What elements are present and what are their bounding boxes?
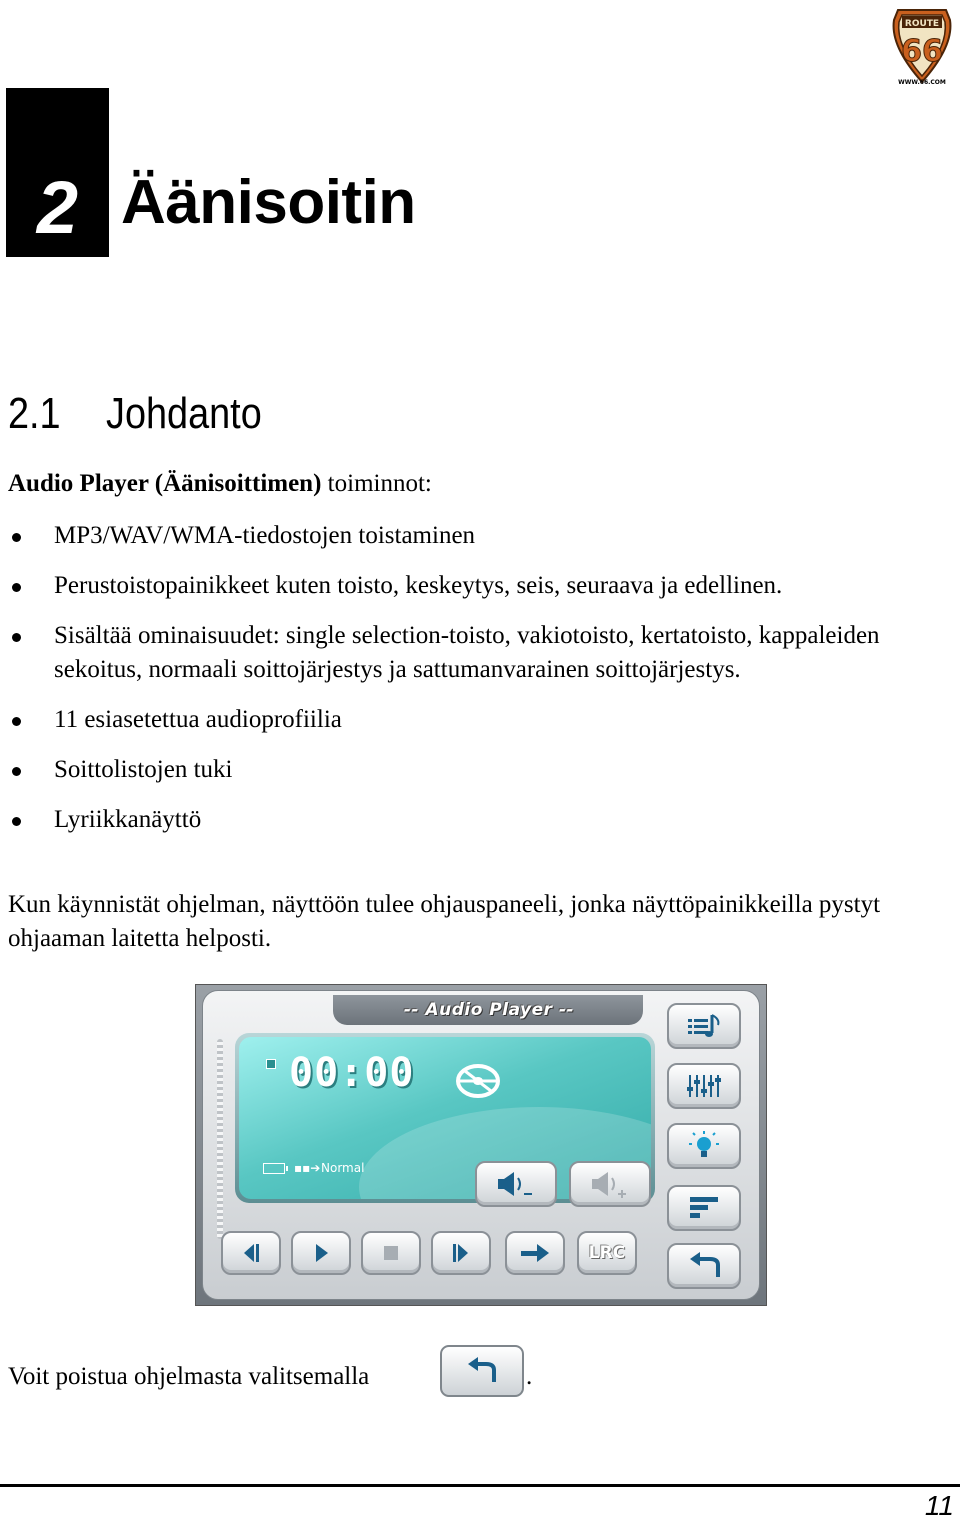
return-icon	[684, 1251, 724, 1281]
battery-icon	[263, 1163, 285, 1174]
page-number: 11	[924, 1490, 954, 1521]
volume-down-button[interactable]	[475, 1161, 557, 1207]
repeat-mode-icon: ▪▪➔	[294, 1161, 321, 1175]
chapter-number: 2	[36, 166, 79, 249]
forward-button[interactable]	[505, 1231, 565, 1275]
intro-rest: toiminnot:	[321, 470, 432, 497]
feature-text: Sisältää ominaisuudet: single selection-toisto, vakiotoisto, kertatoisto, kappaleiden sekoitus, normaali soittojärjestys ja sattumanvarainen soittojärjestys.	[54, 622, 880, 683]
lrc-label: LRC	[588, 1243, 626, 1263]
disc-icon	[455, 1061, 501, 1101]
bullet-icon	[12, 717, 21, 726]
bullet-icon	[12, 533, 21, 542]
equalizer-button[interactable]	[667, 1063, 741, 1109]
section-title: Johdanto	[106, 389, 262, 438]
exit-suffix: .	[526, 1363, 533, 1390]
bullet-icon	[12, 767, 21, 776]
play-button[interactable]	[291, 1231, 351, 1275]
feature-list	[8, 519, 908, 853]
next-icon	[446, 1241, 476, 1265]
bullet-icon	[12, 817, 21, 826]
playlist-button[interactable]	[667, 1003, 741, 1049]
list-item	[8, 619, 908, 687]
intro-bold: Audio Player (Äänisoittimen)	[8, 470, 322, 497]
grip-handle	[217, 1039, 223, 1239]
exit-instruction: Voit poistua ohjelmasta valitsemalla	[8, 1363, 370, 1390]
list-item	[8, 703, 908, 737]
list-item	[8, 753, 908, 787]
list-item	[8, 519, 908, 553]
previous-button[interactable]	[221, 1231, 281, 1275]
stop-button[interactable]	[361, 1231, 421, 1275]
next-button[interactable]	[431, 1231, 491, 1275]
logo-number: 66	[901, 34, 943, 69]
logo-url: WWW.66.COM	[898, 79, 946, 86]
play-mode: Normal	[321, 1161, 365, 1175]
previous-icon	[236, 1241, 266, 1265]
body-paragraph: Kun käynnistät ohjelman, näyttöön tulee ohjauspaneeli, jonka näyttöpainikkeilla pystyt ohjaaman laitetta helposti.	[8, 891, 881, 952]
feature-text: Perustoistopainikkeet kuten toisto, keskeytys, seis, seuraava ja edellinen.	[54, 572, 783, 599]
bullet-icon	[12, 633, 21, 642]
minimize-icon	[684, 1192, 724, 1224]
list-item	[8, 569, 908, 603]
volume-up-icon	[588, 1169, 632, 1199]
feature-text: Lyriikkanäyttö	[54, 806, 202, 833]
stop-icon	[376, 1241, 406, 1265]
bullet-icon	[12, 583, 21, 592]
route-66-logo	[890, 6, 954, 86]
exit-button-image	[440, 1345, 524, 1397]
playlist-icon	[684, 1011, 724, 1041]
feature-text: Soittolistojen tuki	[54, 756, 233, 783]
intro-line	[8, 468, 432, 500]
equalizer-icon	[684, 1071, 724, 1101]
lrc-button[interactable]	[577, 1231, 637, 1275]
footer-rule	[0, 1484, 960, 1487]
chapter-title: Äänisoitin	[121, 168, 416, 237]
play-icon	[306, 1241, 336, 1265]
minimize-button[interactable]	[667, 1185, 741, 1231]
brightness-button[interactable]	[667, 1123, 741, 1169]
volume-down-icon	[494, 1169, 538, 1199]
return-icon	[462, 1356, 502, 1386]
player-title: -- Audio Player --	[403, 1000, 575, 1020]
volume-up-button[interactable]	[569, 1161, 651, 1207]
chapter-number-box	[6, 88, 109, 257]
list-item	[8, 803, 908, 837]
time-readout: 00:00	[289, 1050, 415, 1096]
player-frame	[202, 990, 760, 1300]
logo-top-text: ROUTE	[904, 19, 940, 29]
stop-indicator-icon	[266, 1059, 276, 1069]
section-number: 2.1	[8, 389, 61, 438]
forward-arrow-icon	[518, 1241, 552, 1265]
feature-text: 11 esiasetettua audioprofiilia	[54, 706, 342, 733]
audio-player-screenshot	[195, 984, 767, 1306]
brightness-icon	[684, 1130, 724, 1162]
return-button[interactable]	[667, 1243, 741, 1289]
feature-text: MP3/WAV/WMA-tiedostojen toistaminen	[54, 522, 476, 549]
section-heading	[8, 389, 262, 438]
